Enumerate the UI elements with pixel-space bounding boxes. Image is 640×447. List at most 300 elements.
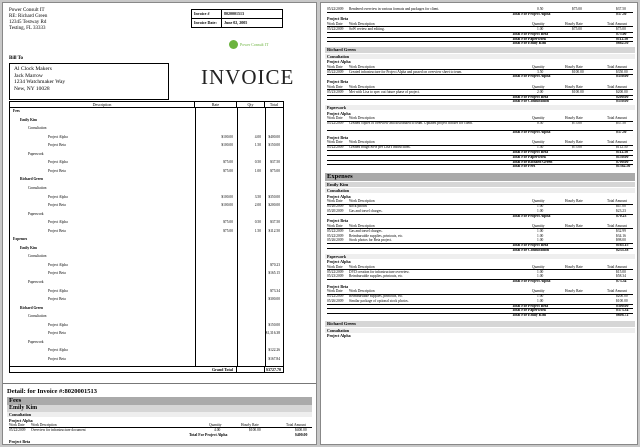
row-total: $98.00 (616, 238, 626, 243)
row-desc: Similar package of optional stock photos. (349, 299, 409, 303)
project-beta-label: Project Beta (327, 16, 349, 22)
header-rate: Rate (195, 102, 237, 107)
project-alpha-label: Project Alpha (327, 59, 351, 65)
section-fees: Fees (7, 397, 312, 405)
row-desc: DVD creation for infrastructure overview. (349, 269, 410, 274)
invoice-line-desc: Project Beta (48, 331, 66, 336)
row-desc: stock photos (349, 204, 368, 209)
category-consultation: Consultation (325, 188, 635, 193)
invoice-line-item (10, 280, 283, 285)
row-date: 05/22/2009 (327, 69, 344, 74)
col-total-amount: Total Amount (607, 116, 627, 121)
invoice-title: INVOICE (201, 65, 295, 89)
invoice-line-desc: Richard Green (20, 177, 43, 182)
row-total: $100.00 (616, 299, 628, 303)
invoice-line-qty: 4.00 (254, 134, 261, 139)
col-work-date: Work Date (327, 199, 343, 204)
row-qty: 1.00 (537, 204, 544, 209)
invoice-line-desc: Paperwork (28, 280, 44, 284)
total-label: Total For Project Alpha (512, 129, 551, 134)
invoice-line-item (10, 297, 283, 302)
total-label: Total For Paperwork (512, 36, 547, 41)
invoice-page-2 (320, 2, 638, 445)
col-total-amount: Total Amount (607, 84, 627, 89)
invoice-line-desc: Project Beta (48, 228, 66, 233)
total-label: Total For Paperwork (512, 308, 547, 313)
row-total: $58.34 (616, 274, 626, 279)
invoice-date-label: Invoice Date: (192, 19, 222, 28)
col-work-desc: Work Description (349, 223, 375, 228)
row-desc: Created infrastructure for Project Alpha and passed on overview sheet to team. (349, 69, 463, 74)
col-work-desc: Work Description (349, 84, 375, 89)
row-desc: Overview for infrastructure document (31, 428, 86, 432)
row-rate: $75.00 (572, 145, 582, 150)
row-rate: $100.00 (249, 428, 261, 432)
invoice-line-total: $37.50 (270, 160, 280, 165)
invoice-line-rate: $75.00 (223, 160, 233, 165)
col-hourly-rate: Hourly Rate (565, 84, 583, 89)
row-rate: $75.00 (572, 7, 582, 11)
invoice-line-item (10, 271, 283, 276)
invoice-line-item (10, 340, 283, 345)
invoice-meta-box (191, 9, 283, 28)
invoice-line-qty: 3.50 (254, 194, 261, 199)
row-date: 05/22/2009 (327, 229, 344, 234)
col-quantity: Quantity (532, 84, 545, 89)
total-value: $112.50 (616, 36, 629, 41)
row-qty: 1.00 (537, 294, 544, 299)
invoice-line-item (10, 348, 283, 353)
row-total: $47.00 (616, 204, 626, 209)
person-emily-kim: Emily Kim (7, 405, 312, 412)
invoice-line-desc: Paperwork (28, 339, 44, 344)
invoice-line-desc: Project Alpha (48, 322, 68, 327)
col-work-date: Work Date (327, 140, 343, 145)
total-value: $608.72 (616, 313, 629, 318)
invoice-line-item (10, 203, 283, 208)
total-label: Total For Project Alpha (512, 278, 551, 283)
row-desc: Created copies of overview and distributed to team. Updated project tracker for client. (349, 121, 473, 126)
row-total: $400.00 (295, 428, 307, 432)
invoice-line-desc: Emily Kim (20, 117, 37, 122)
invoice-line-total: $73.34 (270, 288, 280, 293)
company-street: 12345 Testway Rd (9, 20, 47, 25)
category-consultation: Consultation (325, 328, 635, 333)
row-desc: Reimbursable supplies, printouts, etc. (349, 294, 404, 299)
total-value: $75.00 (616, 31, 627, 36)
invoice-line-item (10, 135, 283, 140)
invoice-line-desc: Project Alpha (48, 288, 68, 293)
col-quantity: Quantity (532, 21, 545, 26)
category-paperwork: Paperwork (325, 254, 635, 259)
col-work-desc: Work Description (349, 116, 375, 121)
invoice-line-item (10, 246, 283, 251)
invoice-line-desc: Project Beta (48, 271, 66, 276)
invoice-line-desc: Project Beta (48, 297, 66, 302)
col-total-amount: Total Amount (607, 140, 627, 145)
bill-to-box (9, 63, 169, 100)
total-value: $37.50 (616, 129, 627, 134)
row-desc: Rendered overview in various formats and packages for client. (349, 7, 440, 11)
col-hourly-rate: Hourly Rate (565, 223, 583, 228)
row-desc: Gas and travel charges. (349, 209, 383, 213)
invoice-line-desc: Paperwork (28, 151, 44, 156)
row-date: 05/23/2009 (327, 274, 344, 279)
invoice-line-desc: Consultation (28, 254, 47, 259)
invoice-line-total: $150.00 (268, 322, 280, 327)
invoice-line-desc: Project Beta (48, 168, 66, 173)
row-qty: 1.00 (537, 233, 544, 238)
project-alpha-label: Project Alpha (327, 193, 351, 199)
category-consultation: Consultation (7, 412, 312, 417)
row-date: 05/20/2009 (327, 204, 344, 209)
invoice-line-desc: Consultation (28, 126, 47, 131)
row-qty: 1.00 (537, 209, 544, 213)
row-qty: 2.00 (537, 89, 544, 94)
bill-to-label: Bill To (9, 56, 24, 61)
invoice-line-desc: Project Beta (48, 356, 66, 361)
invoice-line-total: $122.26 (268, 348, 280, 353)
invoice-line-desc: Expenses (13, 237, 28, 242)
project-beta-label: Project Beta (327, 134, 349, 140)
total-value: $662.50 (616, 41, 629, 46)
row-total: $37.50 (616, 121, 626, 126)
col-quantity: Quantity (532, 264, 545, 269)
invoice-line-desc: Project Alpha (48, 194, 68, 199)
invoice-line-desc: Consultation (28, 314, 47, 319)
row-total: $34.16 (616, 233, 626, 238)
col-work-desc: Work Description (349, 21, 375, 26)
invoice-line-item (10, 186, 283, 191)
row-rate: $75.00 (572, 27, 582, 32)
row-qty: 3.50 (537, 69, 544, 74)
col-hourly-rate: Hourly Rate (565, 199, 583, 204)
total-label: Total For Project Alpha (512, 11, 551, 16)
col-work-date: Work Date (9, 423, 25, 427)
row-desc: Created rough SoW per Lisa's instructions. (349, 145, 411, 150)
company-name: Power Consult IT (9, 8, 45, 13)
header-description: Description (10, 102, 195, 107)
total-value: $235.38 (616, 247, 629, 252)
col-hourly-rate: Hourly Rate (565, 116, 583, 121)
total-label: Total For Emily Kim (512, 41, 546, 46)
invoice-line-rate: $100.00 (221, 203, 233, 208)
invoice-line-item (10, 357, 283, 362)
invoice-line-item (10, 306, 283, 311)
row-total: $75.00 (616, 27, 626, 32)
detail-title: Detail: for Invoice #:8020001513 (7, 388, 97, 395)
total-value: $73.34 (616, 278, 627, 283)
total-label: Total For Consultation (512, 99, 549, 104)
project-alpha-label: Project Alpha (9, 418, 33, 423)
project-beta-label: Project Beta (327, 218, 349, 224)
total-label: Total For Fees (512, 164, 536, 169)
col-work-desc: Work Description (349, 140, 375, 145)
invoice-line-desc: Emily Kim (20, 245, 37, 250)
row-desc: SoW review and editing. (349, 27, 385, 32)
row-date: 05/22/2009 (327, 294, 344, 299)
project-alpha-label: Project Alpha (327, 333, 351, 338)
invoice-line-desc: Project Alpha (48, 220, 68, 225)
row-qty: 1.00 (537, 27, 544, 32)
col-quantity: Quantity (532, 289, 545, 294)
invoice-line-item (10, 177, 283, 182)
invoice-line-item (10, 289, 283, 294)
invoice-line-item (10, 212, 283, 217)
invoice-table-body (10, 108, 283, 366)
invoice-line-desc: Project Alpha (48, 262, 68, 267)
col-work-date: Work Date (327, 21, 343, 26)
total-label: Total For Project Beta (512, 94, 549, 99)
invoice-line-qty: 1.50 (254, 143, 261, 148)
row-qty: 1.00 (537, 274, 544, 279)
col-total-amount: Total Amount (607, 21, 627, 26)
col-work-desc: Work Description (349, 64, 375, 69)
invoice-line-item (10, 220, 283, 225)
invoice-line-total: $200.00 (268, 203, 280, 208)
total-value: $37.50 (616, 11, 627, 16)
project-beta-label: Project Beta (9, 439, 31, 444)
invoice-line-desc: Project Alpha (48, 134, 68, 139)
invoice-line-desc: Consultation (28, 185, 47, 190)
invoice-line-item (10, 160, 283, 165)
total-label: Total For Emily Kim (512, 313, 546, 318)
invoice-line-item (10, 331, 283, 336)
total-label: Total For Consultation (512, 247, 549, 252)
row-qty: 4.00 (214, 428, 221, 432)
row-desc: Reimbursable supplies, printouts, etc. (349, 274, 404, 279)
col-quantity: Quantity (209, 423, 222, 427)
row-total: $200.00 (616, 294, 628, 299)
col-total-amount: Total Amount (607, 264, 627, 269)
total-label: Total For Richard Green (512, 159, 553, 164)
row-total: $23.23 (616, 209, 626, 213)
row-desc: Met with Lisa to spec out future phase of project. (349, 89, 420, 94)
company-city: Testing, FL 33333 (9, 26, 46, 31)
row-date: 05/22/2009 (327, 27, 344, 32)
row-date: 05/26/2009 (327, 299, 344, 303)
total-value: $70.23 (616, 213, 627, 218)
invoice-line-item (10, 126, 283, 131)
person-richard-green: Richard Green (325, 47, 635, 53)
invoice-line-rate: $100.00 (221, 194, 233, 199)
invoice-line-item (10, 229, 283, 234)
invoice-line-item (10, 314, 283, 319)
invoice-line-rate: $75.00 (223, 228, 233, 233)
company-re: RE: Richard Green (9, 14, 48, 19)
grand-total-value: $3727.70 (266, 367, 281, 372)
row-date: 05/26/2009 (327, 238, 344, 243)
invoice-page-1 (2, 2, 317, 445)
grand-total-row (10, 366, 283, 373)
total-value: $700.00 (616, 159, 629, 164)
total-value: $373.34 (616, 308, 629, 313)
invoice-line-desc: Project Alpha (48, 348, 68, 353)
row-date: 05/22/2009 (327, 145, 344, 150)
col-hourly-rate: Hourly Rate (565, 21, 583, 26)
invoice-line-desc: Project Alpha (48, 160, 68, 165)
col-total-amount: Total Amount (607, 289, 627, 294)
company-logo-text: Power Consult IT (240, 42, 269, 47)
total-value: $400.00 (295, 433, 308, 437)
row-qty: 1.00 (537, 269, 544, 274)
invoice-line-desc: Project Beta (48, 143, 66, 148)
row-qty: 1.50 (537, 145, 544, 150)
invoice-line-qty: 1.00 (254, 168, 261, 173)
total-value: $200.00 (616, 94, 629, 99)
bill-to-line: 1234 Watchmaker Way (14, 79, 66, 85)
invoice-line-total: $350.00 (268, 194, 280, 199)
col-total-amount: Total Amount (286, 423, 306, 427)
col-quantity: Quantity (532, 223, 545, 228)
col-hourly-rate: Hourly Rate (565, 289, 583, 294)
total-label: Total For Project Beta (512, 303, 549, 308)
row-qty: 1.00 (537, 238, 544, 243)
invoice-line-desc: Fees (13, 109, 20, 113)
row-date: 05/22/2009 (327, 269, 344, 274)
section-expenses: Expenses (325, 173, 635, 181)
bill-to-line: Jack Marrow (14, 72, 43, 79)
invoice-line-total: $1,316.38 (265, 331, 280, 336)
invoice-line-total: $150.00 (268, 143, 280, 148)
col-quantity: Quantity (532, 116, 545, 121)
invoice-line-item (10, 169, 283, 174)
col-total-amount: Total Amount (607, 223, 627, 228)
total-label: Total For Paperwork (512, 154, 547, 159)
invoice-line-qty: 0.50 (254, 160, 261, 165)
total-value: $300.00 (616, 303, 629, 308)
total-value: $112.50 (616, 150, 629, 154)
col-total-amount: Total Amount (607, 199, 627, 204)
invoice-number-label: Invoice # (192, 10, 222, 18)
invoice-line-total: $37.50 (270, 220, 280, 225)
row-rate: $100.00 (572, 69, 584, 74)
col-quantity: Quantity (532, 64, 545, 69)
invoice-line-item (10, 118, 283, 123)
row-qty: 1.00 (537, 229, 544, 234)
col-hourly-rate: Hourly Rate (565, 264, 583, 269)
invoice-line-total: $167.84 (268, 356, 280, 361)
row-desc: Stock photos for Beta project. (349, 238, 393, 243)
grand-total-label: Grand Total (10, 367, 237, 373)
person-richard-green: Richard Green (325, 321, 635, 327)
invoice-line-rate: $100.00 (221, 143, 233, 148)
invoice-line-qty: 2.00 (254, 203, 261, 208)
row-qty: 1.00 (537, 299, 544, 303)
col-work-date: Work Date (327, 289, 343, 294)
invoice-line-qty: 1.50 (254, 228, 261, 233)
invoice-line-total: $165.15 (268, 271, 280, 276)
company-address (9, 8, 47, 32)
total-label: Total For Project Alpha (189, 433, 228, 437)
total-label: Total For Project Alpha (512, 213, 551, 218)
row-rate: $100.00 (572, 89, 584, 94)
col-work-date: Work Date (327, 264, 343, 269)
person-emily-kim: Emily Kim (325, 182, 635, 188)
total-value: $1362.50 (616, 164, 631, 169)
invoice-line-desc: Richard Green (20, 305, 43, 310)
invoice-line-rate: $75.00 (223, 220, 233, 225)
invoice-line-desc: Project Beta (48, 203, 66, 208)
invoice-number-value: 8020001513 (224, 11, 244, 16)
total-label: Total For Project Alpha (512, 74, 551, 79)
invoice-line-item (10, 109, 283, 114)
bill-to-line: Al Clock Makers (14, 66, 52, 72)
col-quantity: Quantity (532, 199, 545, 204)
row-total: $200.00 (616, 89, 628, 94)
total-value: $550.00 (616, 99, 629, 104)
row-qty: 0.50 (537, 7, 544, 11)
invoice-summary-table (9, 101, 284, 373)
col-work-desc: Work Description (31, 423, 57, 427)
col-hourly-rate: Hourly Rate (565, 64, 583, 69)
col-hourly-rate: Hourly Rate (241, 423, 259, 427)
invoice-line-item (10, 254, 283, 259)
invoice-line-total: $70.23 (270, 262, 280, 267)
invoice-date-value: June 02, 2005 (224, 20, 248, 25)
invoice-line-item (10, 263, 283, 268)
row-qty: 0.50 (537, 121, 544, 126)
col-work-desc: Work Description (349, 264, 375, 269)
invoice-line-item (10, 237, 283, 242)
col-quantity: Quantity (532, 140, 545, 145)
project-alpha-label: Project Alpha (327, 110, 351, 116)
col-work-date: Work Date (327, 64, 343, 69)
col-work-date: Work Date (327, 84, 343, 89)
total-label: Total For Project Beta (512, 31, 549, 36)
bill-to-line: New, NY 10028 (14, 85, 50, 92)
row-date: 05/22/2009 (327, 121, 344, 126)
invoice-line-rate: $75.00 (223, 168, 233, 173)
row-total: $112.50 (616, 145, 628, 150)
invoice-line-item (10, 323, 283, 328)
total-label: Total For Project Beta (512, 150, 549, 154)
invoice-line-item (10, 152, 283, 157)
row-rate: $75.00 (572, 121, 582, 126)
col-work-date: Work Date (327, 223, 343, 228)
company-logo-icon (229, 40, 238, 49)
row-total: $37.50 (616, 7, 626, 11)
row-total: $15.00 (616, 269, 626, 274)
invoice-line-total: $75.00 (270, 168, 280, 173)
row-date: 05/20/2009 (327, 209, 344, 213)
header-qty: Qty (237, 102, 265, 107)
invoice-line-rate: $100.00 (221, 134, 233, 139)
header-total: Total (269, 102, 279, 107)
invoice-line-total: $300.00 (268, 297, 280, 302)
category-consultation: Consultation (325, 54, 635, 59)
invoice-line-item (10, 143, 283, 148)
invoice-line-total: $112.50 (268, 228, 280, 233)
col-work-desc: Work Description (349, 289, 375, 294)
col-work-desc: Work Description (349, 199, 375, 204)
row-total: $350.00 (616, 69, 628, 74)
row-date: 05/23/2009 (327, 89, 344, 94)
col-total-amount: Total Amount (607, 64, 627, 69)
col-hourly-rate: Hourly Rate (565, 140, 583, 145)
col-work-date: Work Date (327, 116, 343, 121)
project-beta-label: Project Beta (327, 283, 349, 289)
invoice-line-qty: 0.50 (254, 220, 261, 225)
row-date: 05/22/2009 (327, 7, 344, 11)
invoice-line-item (10, 195, 283, 200)
total-label: Total For Project Beta (512, 242, 549, 247)
project-beta-label: Project Beta (327, 79, 349, 85)
row-date: 05/22/2009 (327, 233, 344, 238)
row-desc: Reimbursable supplies, printouts, etc. (349, 233, 404, 238)
invoice-line-desc: Paperwork (28, 211, 44, 216)
row-desc: Gas and travel charges. (349, 229, 383, 234)
